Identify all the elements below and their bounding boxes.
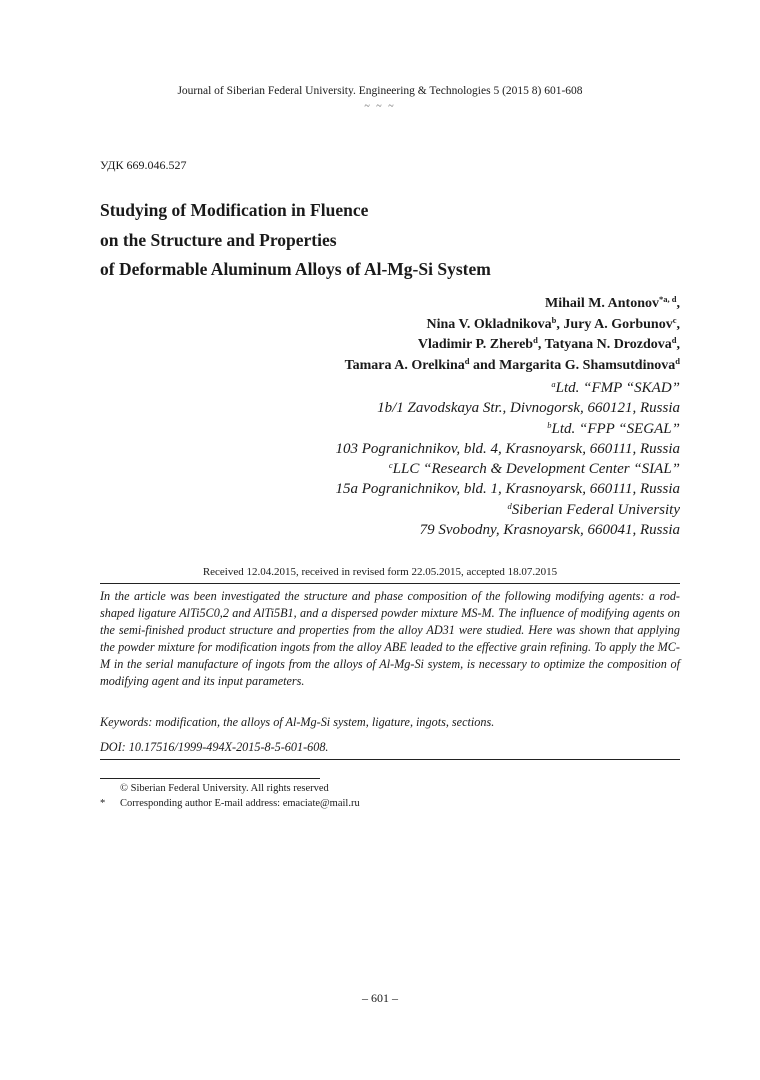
author-affiliation-mark: d [675,355,680,366]
author-name: Tatyana N. Drozdova [544,337,672,352]
author-affiliation-mark: d [464,355,470,366]
corresponding-author [100,798,360,809]
author-affiliation-mark: *a, d [659,294,677,304]
affiliation-d-address: 79 Svobodny, Krasnoyarsk, 660041, Russia [419,522,680,539]
author-line-4 [345,356,680,377]
author-affiliation-mark: c [672,314,677,325]
page-number: – 601 – [362,991,398,1005]
copyright-notice: © Siberian Federal University. All rights reserved [120,783,329,794]
footnote-star: * [100,798,106,809]
affiliations [335,378,680,540]
author-name: Vladimir P. Zhereb [417,337,534,352]
abstract-bottom-rule [100,759,680,760]
author-affiliation-mark: d [671,335,677,345]
author-line-3: Vladimir P. Zhereb$^d$, Tatyana N. Drozdova$^d$, [417,335,680,352]
abstract-text: In the article was been investigated the structure and phase composition of the following modifying agents: a rod-shaped ligature AlTi5C0,2 and AlTi5B1, and a dispersed powder mixture MS-M. The influence of modifying agents on the semi-finished product structure and properties from the alloy AD31 were studied. Here was shown that applying the powder mixture for modification ingots from the alloy ABE leaded to the effective grain refining. To apply the MC-M in the serial manufacture of ingots from the alloys of Al-Mg-Si system, is necessary to optimize the composition of modifying agent and its input parameters. [100,589,680,689]
affiliation-mark: c [388,460,393,471]
author-name: Nina V. Okladnikova [426,316,552,332]
affiliation-name: LLC “Research & Development Center “SIAL” [392,461,680,478]
affiliation-b-address: 103 Pogranichnikov, bld. 4, Krasnoyarsk, 660111, Russia [335,440,680,457]
author-name: Jury A. Gorbunov [563,316,673,332]
affiliation-mark: b [547,419,552,430]
journal-header: Journal of Siberian Federal University. Engineering & Technologies 5 (2015 8) 601-608 [177,85,583,97]
corresponding-author-text: Corresponding author E-mail address: emaciate@mail.ru [120,798,360,809]
header-ornament: ~ ~ ~ [364,101,396,112]
affiliation-c-name [335,459,680,479]
article-title [100,196,491,285]
affiliation-a-name [335,378,680,398]
affiliation-mark: a [551,379,556,389]
author-name: Tamara A. Orelkina [344,357,465,373]
affiliation-name: Ltd. “FMP “SKAD” [555,380,680,396]
author-affiliation-mark: b [551,314,557,325]
doi: DOI: 10.17516/1999-494X-2015-8-5-601-608. [100,740,329,754]
author-name: Mihail M. Antonov [545,296,660,311]
received-dates: Received 12.04.2015, received in revised form 22.05.2015, accepted 18.07.2015 [202,566,558,578]
affiliation-name: Ltd. “FPP “SEGAL” [551,420,680,437]
title-line-2: on the Structure and Properties [100,229,337,250]
title-line-3: of Deformable Aluminum Alloys of Al-Mg-Si System [100,259,491,279]
author-list [345,294,680,376]
author-line-1: Mihail M. Antonov$^{*a, d}$, [545,294,680,311]
author-name: Margarita G. Shamsutdinova [499,357,676,373]
author-line-2: Nina V. Okladnikova$^b$, Jury A. Gorbunov$^c$, [426,314,680,332]
affiliation-mark: d [507,500,512,511]
abstract-top-rule [100,583,680,584]
affiliation-a-address: 1b/1 Zavodskaya Str., Divnogorsk, 660121, Russia [377,400,680,417]
udk-code: УДК 669.046.527 [100,158,187,172]
affiliation-d-name [335,500,680,520]
footnote-rule [100,778,320,779]
affiliation-c-address: 15a Pogranichnikov, bld. 1, Krasnoyarsk, 660111, Russia [335,481,680,498]
affiliation-b-name [335,419,680,439]
keywords: Keywords: modification, the alloys of Al-Mg-Si system, ligature, ingots, sections. [100,715,495,729]
author-conjunction: and [473,357,496,373]
title-line-1: Studying of Modification in Fluence [100,200,369,220]
affiliation-name: Siberian Federal University [511,501,680,518]
author-affiliation-mark: d [533,335,538,345]
